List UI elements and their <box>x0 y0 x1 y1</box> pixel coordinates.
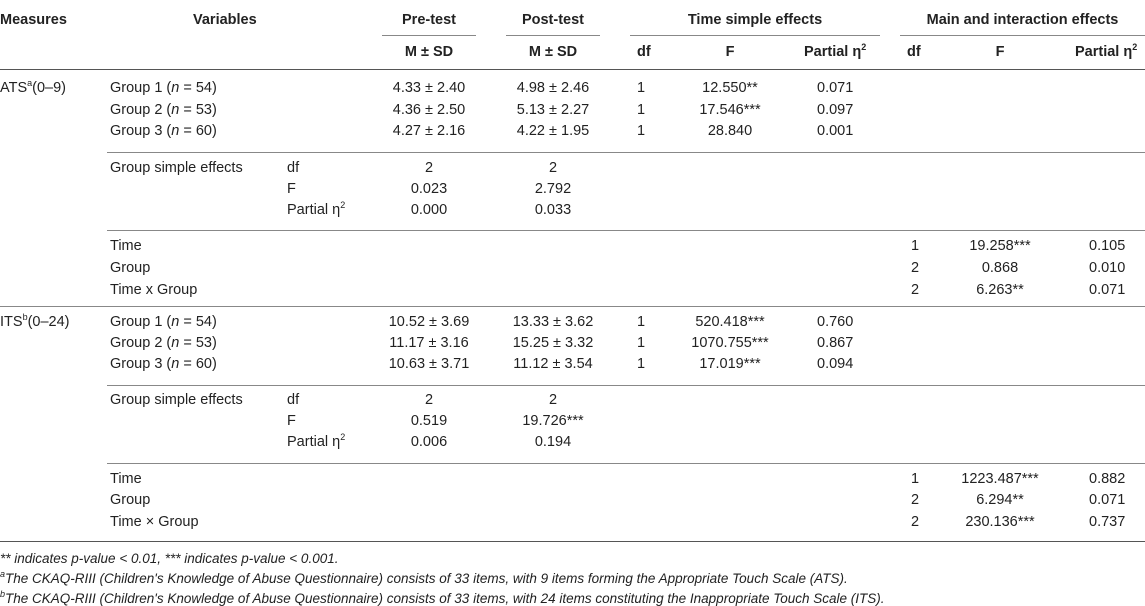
its-group-2-label: Group 2 (n = 53) <box>110 335 217 351</box>
pretest-underline <box>382 35 476 36</box>
ats-effect-interaction-df: 2 <box>911 282 920 298</box>
main-interaction-underline <box>900 35 1145 36</box>
its-group-2-pre: 11.17 ± 3.16 <box>389 335 469 351</box>
ats-gse-df-post: 2 <box>548 160 558 176</box>
table-bottom-rule <box>0 541 1145 542</box>
header-main-eta: Partial $\eta^2$ <box>1075 42 1138 60</box>
header-measures: Measures <box>0 12 67 28</box>
its-effect-time-f: 1223.487*** <box>961 471 1039 487</box>
its-rule-2 <box>107 463 1145 464</box>
ats-group-3-label: Group 3 (n = 60) <box>110 123 217 139</box>
ats-group-3-f: 28.840 <box>707 123 753 139</box>
ats-group-1-eta: 0.071 <box>817 80 854 96</box>
footnote-ats: $^a$The CKAQ-RIII (Children's Knowledge of Abuse Questionnaire) consists of 33 items, with 9 items forming the Appropriate Touch Scale (ATS). <box>0 569 848 586</box>
its-group-2-post: 15.25 ± 3.32 <box>512 335 594 351</box>
ats-gse-eta-post: 0.033 <box>534 202 572 218</box>
header-time-simple-effects: Time simple effects <box>687 12 823 28</box>
ats-group-2-eta: 0.097 <box>817 102 854 118</box>
ats-group-3-df: 1 <box>637 123 646 139</box>
its-gse-df-pre: 2 <box>424 392 434 408</box>
its-gse-df-post: 2 <box>548 392 558 408</box>
its-group-1-post: 13.33 ± 3.62 <box>512 314 594 330</box>
measure-divider <box>0 306 1145 307</box>
ats-group-2-post: 5.13 ± 2.27 <box>516 102 590 118</box>
its-effect-group-f: 6.294** <box>976 492 1024 508</box>
ats-group-3-eta: 0.001 <box>817 123 854 139</box>
header-time-df: df <box>637 44 651 60</box>
its-effect-time-df: 1 <box>911 471 920 487</box>
ats-effect-group-df: 2 <box>911 260 920 276</box>
ats-group-1-f: 12.550** <box>702 80 758 96</box>
time-simple-underline <box>630 35 880 36</box>
header-main-interaction: Main and interaction effects <box>926 12 1119 28</box>
header-posttest: Post-test <box>521 12 585 28</box>
its-group-1-eta: 0.760 <box>817 314 854 330</box>
its-effect-group-eta: 0.071 <box>1089 492 1126 508</box>
ats-group-2-pre: 4.36 ± 2.50 <box>392 102 466 118</box>
ats-effect-time-label: Time <box>110 238 142 254</box>
ats-effect-group-label: Group <box>110 260 151 276</box>
ats-effect-interaction-f: 6.263** <box>976 282 1024 298</box>
header-pre-msd: M ± SD <box>404 44 454 60</box>
its-group-2-eta: 0.867 <box>817 335 854 351</box>
measure-ats: ATS$^a$(0–9) <box>0 78 66 96</box>
its-group-2-f: 1070.755*** <box>691 335 769 351</box>
its-effect-time-eta: 0.882 <box>1089 471 1126 487</box>
header-pretest: Pre-test <box>402 12 456 28</box>
its-gse-eta-pre: 0.006 <box>410 434 448 450</box>
header-time-eta: Partial $\eta^2$ <box>804 42 867 60</box>
ats-rule-1 <box>107 152 1145 153</box>
ats-group-1-df: 1 <box>637 80 646 96</box>
its-group-3-f: 17.019*** <box>699 356 761 372</box>
its-gse-df-label: df <box>287 392 300 408</box>
ats-effect-time-df: 1 <box>911 238 920 254</box>
header-rule <box>0 69 1145 70</box>
its-group-3-eta: 0.094 <box>817 356 854 372</box>
its-gse-eta-label: Partial $\eta^2$ <box>287 432 346 450</box>
its-effect-interaction-label: Time × Group <box>110 514 199 530</box>
ats-gse-df-label: df <box>287 160 300 176</box>
ats-gse-label: Group simple effects <box>110 160 243 176</box>
its-rule-1 <box>107 385 1145 386</box>
header-main-f: F <box>995 44 1005 60</box>
ats-gse-eta-pre: 0.000 <box>410 202 448 218</box>
posttest-underline <box>506 35 600 36</box>
ats-gse-eta-label: Partial $\eta^2$ <box>287 200 346 218</box>
its-gse-eta-post: 0.194 <box>534 434 572 450</box>
ats-effect-group-f: 0.868 <box>981 260 1019 276</box>
its-group-3-df: 1 <box>637 356 646 372</box>
its-group-3-label: Group 3 (n = 60) <box>110 356 217 372</box>
its-effect-group-label: Group <box>110 492 151 508</box>
footnote-its: $^b$The CKAQ-RIII (Children's Knowledge of Abuse Questionnaire) consists of 33 items, with 24 items constituting the Inappropriate Touch Scale (ITS). <box>0 589 885 606</box>
ats-group-3-post: 4.22 ± 1.95 <box>516 123 590 139</box>
ats-effect-interaction-label: Time x Group <box>110 282 198 298</box>
ats-group-2-f: 17.546*** <box>699 102 761 118</box>
ats-gse-df-pre: 2 <box>424 160 434 176</box>
ats-group-1-pre: 4.33 ± 2.40 <box>392 80 466 96</box>
ats-rule-2 <box>107 230 1145 231</box>
ats-group-3-pre: 4.27 ± 2.16 <box>392 123 466 139</box>
ats-effect-time-eta: 0.105 <box>1089 238 1126 254</box>
ats-effect-group-eta: 0.010 <box>1089 260 1126 276</box>
its-effect-time-label: Time <box>110 471 142 487</box>
ats-gse-f-pre: 0.023 <box>410 181 448 197</box>
header-time-f: F <box>725 44 735 60</box>
ats-group-1-label: Group 1 (n = 54) <box>110 80 217 96</box>
ats-group-1-post: 4.98 ± 2.46 <box>516 80 590 96</box>
ats-effect-interaction-eta: 0.071 <box>1089 282 1126 298</box>
its-group-1-f: 520.418*** <box>695 314 765 330</box>
its-effect-interaction-df: 2 <box>911 514 920 530</box>
its-group-3-pre: 10.63 ± 3.71 <box>388 356 470 372</box>
ats-gse-f-label: F <box>287 181 296 197</box>
its-group-1-label: Group 1 (n = 54) <box>110 314 217 330</box>
footnote-significance: ** indicates p-value < 0.01, *** indicates p-value < 0.001. <box>0 551 339 566</box>
its-effect-interaction-f: 230.136*** <box>965 514 1035 530</box>
ats-effect-time-f: 19.258*** <box>969 238 1031 254</box>
its-group-3-post: 11.12 ± 3.54 <box>513 356 593 372</box>
its-group-2-df: 1 <box>637 335 646 351</box>
its-gse-label: Group simple effects <box>110 392 243 408</box>
its-effect-interaction-eta: 0.737 <box>1089 514 1126 530</box>
ats-group-2-df: 1 <box>637 102 646 118</box>
its-gse-f-pre: 0.519 <box>410 413 448 429</box>
its-gse-f-post: 19.726*** <box>522 413 584 429</box>
measure-its: ITS$^b$(0–24) <box>0 312 70 330</box>
ats-group-2-label: Group 2 (n = 53) <box>110 102 217 118</box>
its-gse-f-label: F <box>287 413 296 429</box>
its-effect-group-df: 2 <box>911 492 920 508</box>
its-group-1-df: 1 <box>637 314 646 330</box>
header-variables: Variables <box>193 12 257 28</box>
header-main-df: df <box>907 44 921 60</box>
header-post-msd: M ± SD <box>528 44 578 60</box>
ats-gse-f-post: 2.792 <box>534 181 572 197</box>
its-group-1-pre: 10.52 ± 3.69 <box>388 314 470 330</box>
